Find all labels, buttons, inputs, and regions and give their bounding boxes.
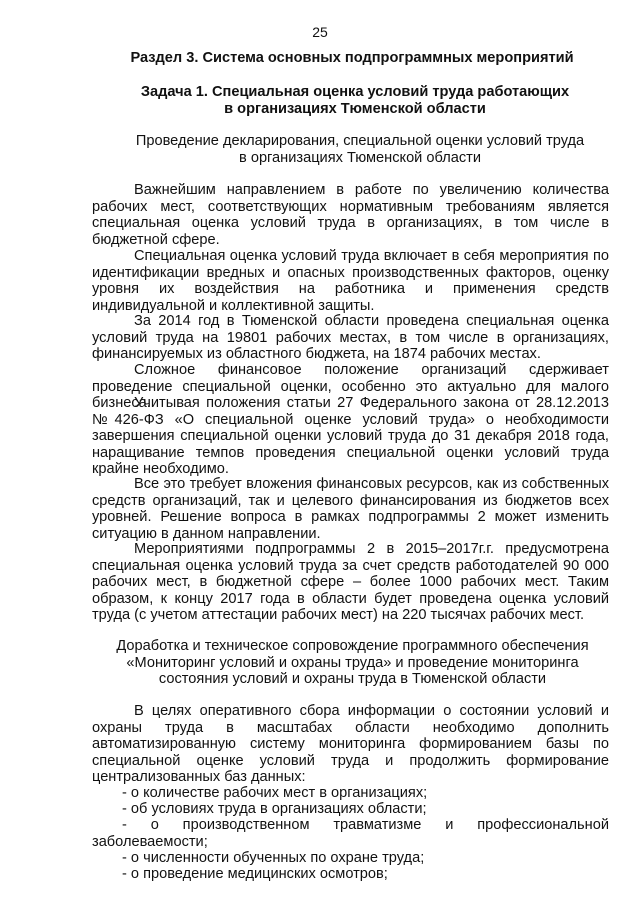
list-item: - о производственном травматизме и профессиональной заболеваемости; bbox=[92, 817, 609, 850]
page-number: 25 bbox=[312, 24, 328, 40]
list-item: - о проведение медицинских осмотров; bbox=[122, 866, 388, 882]
paragraph-6: Все это требует вложения финансовых ресурсов, как из собственных средств организаций, так и целевого финансирования из бюджетов всех уровней. Решение вопроса в рамках подпрограммы 2 может изменить ситуацию в данном направлении. bbox=[92, 476, 609, 542]
subsection-title-assessment: Проведение декларирования, специальной оценки условий труда в организациях Тюменской области bbox=[135, 133, 585, 166]
paragraph-3: За 2014 год в Тюменской области проведена специальная оценка условий труда на 19801 рабочих местах, в том числе в организациях, финансируемых из областного бюджета, на 1874 рабочих местах. bbox=[92, 313, 609, 362]
list-item: - о количестве рабочих мест в организациях; bbox=[122, 785, 428, 801]
paragraph-2: Специальная оценка условий труда включает в себя мероприятия по идентификации вредных и опасных производственных факторов, оценку уровня их воздействия на работника и применения средств индивидуальной и коллективной защиты. bbox=[92, 248, 609, 314]
paragraph-5: Учитывая положения статьи 27 Федерального закона от 28.12.2013 №426-ФЗ «О специальной оценке условий труда» о необходимости завершения специальной оценки условий труда до 31 декабря 2018 года, наращивание темпов проведения специальной оценки условий труда крайне необходимо. bbox=[92, 395, 609, 477]
task-title: Задача 1. Специальная оценка условий труда работающих в организациях Тюменской области bbox=[140, 84, 570, 117]
section-title: Раздел 3. Система основных подпрограммных мероприятий bbox=[130, 50, 574, 66]
paragraph-7: Мероприятиями подпрограммы 2 в 2015–2017г.г. предусмотрена специальная оценка условий труда за счет средств работодателей 90 000 рабочих мест, в бюджетной сфере – более 1000 рабочих мест. Таким образом, к концу 2017 года в области будет проведена оценка условий труда (с учетом аттестации рабочих мест) на 220 тысячах рабочих мест. bbox=[92, 541, 609, 623]
list-item: - об условиях труда в организациях области; bbox=[122, 801, 427, 817]
paragraph-monitoring: В целях оперативного сбора информации о состоянии условий и охраны труда в масштабах области необходимо дополнить автоматизированную систему мониторинга формированием базы по специальной оценке условий труда и продолжить формирование централизованных баз данных: bbox=[92, 703, 609, 785]
list-item: - о численности обученных по охране труда; bbox=[122, 850, 425, 866]
paragraph-1: Важнейшим направлением в работе по увеличению количества рабочих мест, соответствующих нормативным требованиям является специальная оценка условий труда в организациях, в том числе в бюджетной сфере. bbox=[92, 182, 609, 248]
subsection-title-monitoring: Доработка и техническое сопровождение программного обеспечения «Мониторинг условий и охраны труда» и проведение мониторинга состояния условий и охраны труда в Тюменской области bbox=[116, 638, 589, 687]
paragraph-4: Сложное финансовое положение организаций сдерживает проведение специальной оценки, особенно это актуально для малого бизнеса. bbox=[92, 362, 609, 411]
